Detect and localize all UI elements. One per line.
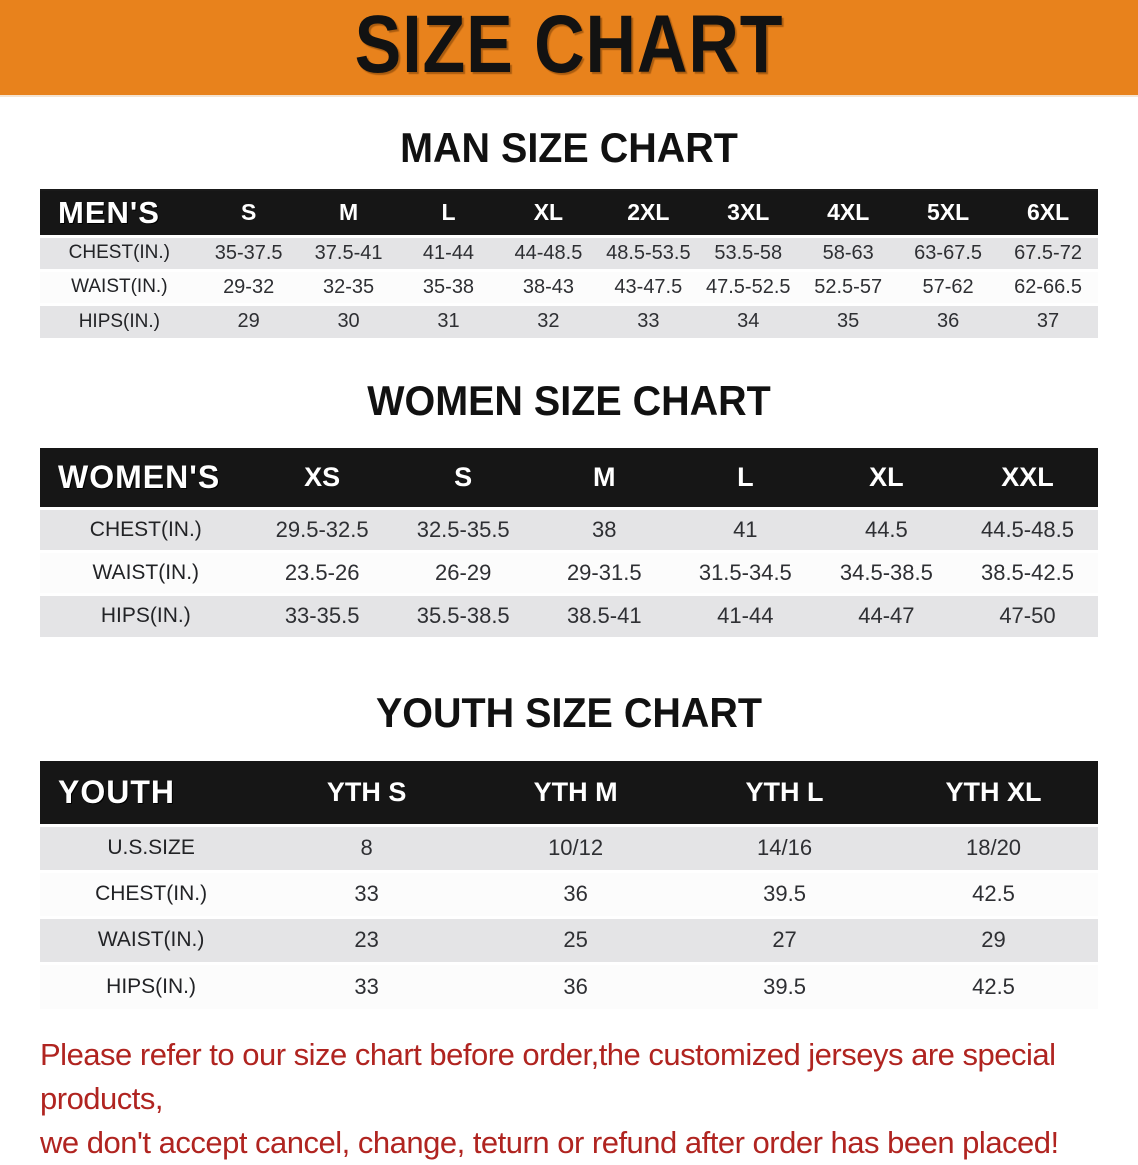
women-column-header-xs: XS (304, 461, 341, 492)
youth-table-cell: 39.5 (763, 973, 806, 999)
women-column-header-l: L (737, 461, 754, 492)
youth-row-label: HIPS(IN.) (106, 974, 196, 998)
men-row-label: CHEST(IN.) (68, 242, 170, 263)
youth-table-cell: 42.5 (972, 973, 1015, 999)
men-column-header-4xl: 4XL (827, 199, 870, 226)
women-table-cell: 33-35.5 (284, 603, 360, 629)
men-table-cell: 52.5-57 (814, 275, 883, 298)
youth-column-header-yth-xl: YTH XL (945, 776, 1042, 807)
women-table-cell: 23.5-26 (284, 559, 360, 585)
women-table-cell: 38 (592, 516, 617, 542)
women-column-header-xxl: XXL (1001, 461, 1054, 492)
men-table-cell: 32-35 (322, 275, 375, 298)
men-column-header-5xl: 5XL (927, 199, 970, 226)
men-table-cell: 62-66.5 (1014, 275, 1082, 298)
men-column-header-3xl: 3XL (727, 199, 770, 226)
men-table-row (40, 270, 1098, 304)
men-table-cell: 34 (737, 310, 760, 333)
women-table-cell: 32.5-35.5 (416, 516, 510, 542)
men-corner-label: MEN'S (58, 194, 160, 230)
youth-table-cell: 27 (772, 927, 797, 952)
women-table-cell: 38.5-42.5 (980, 559, 1074, 585)
women-table-cell: 44-47 (858, 603, 915, 629)
youth-column-header-yth-m: YTH M (533, 776, 618, 807)
men-size-table (40, 189, 1098, 338)
women-table-cell: 41 (733, 516, 758, 542)
youth-table-cell: 14/16 (757, 835, 813, 860)
youth-corner-label: YOUTH (58, 773, 175, 810)
men-column-header-xl: XL (533, 199, 564, 226)
youth-row-label: U.S.SIZE (107, 836, 195, 859)
youth-table-cell: 18/20 (965, 835, 1022, 860)
youth-size-table (40, 761, 1098, 1009)
men-table-cell: 63-67.5 (914, 241, 983, 264)
youth-table-cell: 23 (354, 927, 379, 952)
men-table-cell: 37.5-41 (314, 241, 383, 264)
men-table-cell: 35 (837, 310, 860, 333)
women-table-cell: 44.5 (864, 516, 908, 542)
men-section-title: MAN SIZE CHART (400, 124, 738, 171)
disclaimer-line-1: Please refer to our size chart before order,the customized jerseys are special products, (40, 1037, 1056, 1116)
disclaimer-line-2: we don't accept cancel, change, teturn or refund after order has been placed! (40, 1125, 1059, 1160)
men-column-header-s: S (240, 199, 257, 226)
women-row-label: HIPS(IN.) (100, 604, 191, 628)
men-table-cell: 41-44 (422, 241, 475, 264)
women-row-label: WAIST(IN.) (92, 560, 200, 584)
men-table-cell: 32 (537, 310, 560, 333)
men-table-cell: 47.5-52.5 (706, 275, 791, 298)
youth-table-row (40, 917, 1098, 963)
women-table-cell: 26-29 (435, 559, 492, 585)
youth-section-title: YOUTH SIZE CHART (375, 689, 763, 736)
youth-table-cell: 42.5 (972, 881, 1015, 906)
women-table-cell: 34.5-38.5 (839, 559, 933, 585)
youth-row-label: CHEST(IN.) (95, 882, 208, 905)
men-table-cell: 57-62 (922, 275, 974, 298)
men-table-cell: 67.5-72 (1014, 241, 1082, 264)
men-column-header-6xl: 6XL (1026, 199, 1070, 226)
women-table-cell: 35.5-38.5 (416, 603, 510, 629)
men-table-cell: 53.5-58 (714, 241, 783, 264)
men-column-header-l: L (441, 199, 456, 226)
women-row-label: CHEST(IN.) (89, 517, 202, 541)
youth-table-cell: 36 (563, 973, 588, 999)
women-table-cell: 47-50 (999, 603, 1056, 629)
youth-column-header-yth-s: YTH S (326, 776, 407, 807)
men-table-cell: 48.5-53.5 (606, 241, 691, 264)
men-table-cell: 29-32 (223, 275, 275, 298)
men-table-cell: 58-63 (822, 241, 874, 264)
youth-row-label: WAIST(IN.) (97, 928, 205, 951)
women-table-row (40, 594, 1098, 637)
women-column-header-m: M (593, 461, 616, 492)
youth-table-cell: 39.5 (763, 881, 806, 906)
youth-table-row (40, 825, 1098, 871)
women-table-cell: 29.5-32.5 (275, 516, 369, 542)
women-table-cell: 44.5-48.5 (980, 516, 1074, 542)
youth-table-cell: 10/12 (548, 835, 604, 860)
men-table-cell: 31 (437, 310, 460, 333)
women-section-title: WOMEN SIZE CHART (367, 377, 771, 424)
men-table-cell: 35-38 (422, 275, 475, 298)
youth-table-row (40, 871, 1098, 917)
men-table-cell: 29 (237, 310, 260, 333)
women-column-header-s: S (454, 461, 473, 492)
youth-table-row (40, 963, 1098, 1009)
men-table-cell: 33 (637, 310, 660, 333)
women-size-table (40, 448, 1098, 637)
men-table-cell: 30 (337, 310, 360, 333)
women-table-row (40, 508, 1098, 551)
banner (0, 0, 1138, 97)
youth-column-header-yth-l: YTH L (745, 776, 824, 807)
men-table-cell: 43-47.5 (614, 275, 683, 298)
youth-table-cell: 36 (563, 881, 588, 906)
men-table-cell: 35-37.5 (214, 241, 283, 264)
youth-table-cell: 33 (354, 881, 379, 906)
women-table-row (40, 551, 1098, 594)
banner-title: SIZE CHART (354, 0, 784, 90)
youth-table-cell: 25 (563, 927, 588, 952)
women-table-cell: 41-44 (717, 603, 774, 629)
women-table-cell: 29-31.5 (566, 559, 642, 585)
women-column-header-xl: XL (869, 461, 904, 492)
youth-table-cell: 33 (354, 973, 379, 999)
men-row-label: WAIST(IN.) (71, 276, 168, 297)
men-table-cell: 38-43 (522, 275, 574, 298)
women-corner-label: WOMEN'S (58, 458, 221, 495)
youth-table-header-row (40, 761, 1098, 825)
men-column-header-m: M (338, 199, 359, 226)
men-column-header-2xl: 2XL (627, 199, 670, 226)
women-table-header-row (40, 448, 1098, 508)
men-table-cell: 36 (936, 310, 960, 333)
men-table-cell: 37 (1036, 310, 1060, 333)
women-table-cell: 31.5-34.5 (698, 559, 792, 585)
men-table-cell: 44-48.5 (514, 241, 583, 264)
youth-table-cell: 29 (981, 927, 1006, 952)
youth-table-cell: 8 (360, 835, 373, 860)
men-table-row (40, 236, 1098, 270)
women-table-cell: 38.5-41 (566, 603, 642, 629)
men-table-row (40, 304, 1098, 338)
men-table-header-row (40, 190, 1098, 236)
men-row-label: HIPS(IN.) (78, 310, 160, 332)
disclaimer-text (40, 1033, 1118, 1165)
